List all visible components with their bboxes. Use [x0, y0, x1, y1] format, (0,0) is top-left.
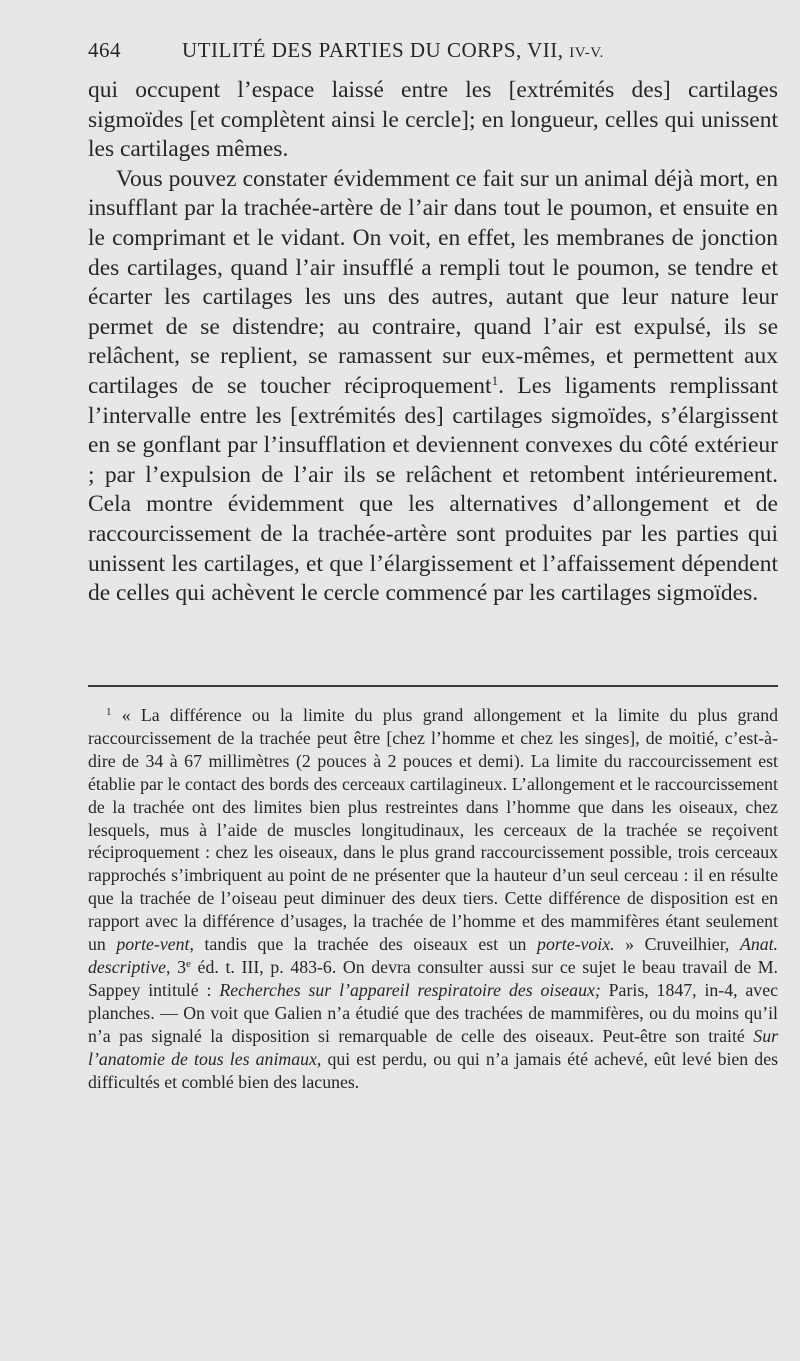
- footnote-text: » Cruveilhier,: [625, 934, 730, 955]
- footnote-reference[interactable]: 1: [491, 372, 499, 388]
- paragraph-text: Vous pouvez constater évidemment ce fait sur un animal déjà mort, en insufflant par la trachée-artère de l’air dans tout le poumon, et ensuite en le comprimant et le vidant. On voit, en effet, les membranes de jonction des cartilages, quand l’air insufflé a rempli tout le poumon, se tendre et écarter les cartilages les uns des autres, autant que leur nature leur permet de se distendre; au contraire, quand l’air est expulsé, ils se relâchent, se replient, se ramassent sur eux-mêmes, et permettent aux cartilages de se toucher réciproquement: [88, 165, 778, 399]
- footnote-text: « La différence ou la limite du plus grand allongement et la limite du plus grand raccourcissement de la trachée peut être [chez l’homme et chez les singes], de moitié, c’est-à-dire de 34 à 67 millimètres (2 pouces à 2 pouces et demi). La limite du raccourcissement est établie par le contact des bords des cerceaux cartilagineux. L’allongement et le raccourcissement de la trachée ont des limites bien plus restreintes dans l’homme que dans les oiseaux, chez lesquels, mus à l’aide de muscles longitudinaux, les cerceaux de la trachée se reçoivent réciproquement : chez les oiseaux, dans le plus grand raccourcissement possible, trois cerceaux rapprochés s’imbriquent au point de ne présenter que la hauteur d’un seul cerceau : il en résulte que la trachée de l’oiseau peut diminuer des deux tiers. Cette différence de disposition est en rapport avec la différence d’usages, la trachée de l’homme et des mammifères étant seulement un: [88, 705, 778, 955]
- footnote-italic: Recherches sur l’appareil respiratoire des oiseaux;: [219, 979, 601, 1000]
- page-number: 464: [88, 38, 121, 62]
- footnotes: [88, 704, 778, 1093]
- main-text: [88, 76, 778, 609]
- footnote-text: Paris, 1847, in-4, avec planches. — On voit que Galien n’a étudié que des trachées de mammifères, ou du moins qu’il n’a pas signalé la disposition si remarquable de celle des oiseaux. Peut-être son traité: [88, 979, 778, 1046]
- footnote: [88, 704, 778, 1093]
- footnote-italic: porte-vent: [116, 934, 190, 955]
- footnote-text: , tandis que la trachée des oiseaux est un: [189, 934, 527, 955]
- section-reference: IV-V.: [569, 45, 604, 61]
- running-header: [88, 38, 778, 63]
- paragraph-continued: qui occupent l’espace laissé entre les [extrémités des] cartilages sigmoïdes [et complètent ainsi le cercle]; en longueur, celles qui unissent les cartilages mêmes.: [88, 77, 778, 163]
- footnote-marker: 1: [106, 706, 112, 718]
- footnote-divider: [88, 685, 778, 687]
- edition-superscript: e: [186, 957, 191, 970]
- footnote-italic: porte-voix.: [537, 934, 615, 955]
- footnote-italic: Sur l’anatomie de tous les animaux: [88, 1025, 778, 1069]
- paragraph: [88, 165, 778, 609]
- paragraph-text: . Les ligaments remplissant l’intervalle entre les [extrémités des] cartilages sigmoïdes, s’élargissent en se gonflant par l’insufflation et deviennent convexes du côté extérieur ; par l’expulsion de l’air ils se relâchent et retombent intérieurement. Cela montre évidemment que les alternatives d’allongement et de raccourcissement de la trachée-artère sont produites par les parties qui unissent les cartilages, et que l’élargissement et l’affaissement dépendent de celles qui achèvent le cercle commencé par les cartilages sigmoïdes.: [88, 372, 778, 607]
- footnote-italic: Anat. descriptive: [88, 934, 778, 977]
- footnote-text: , 3: [166, 956, 187, 977]
- footnote-text: éd. t. III, p. 483-6. On devra consulter aussi sur ce sujet le beau travail de M. Sappey intitulé :: [88, 956, 779, 1000]
- running-head-title: UTILITÉ DES PARTIES DU CORPS, VII,: [182, 38, 564, 62]
- footnote-text: , qui est perdu, ou qui n’a jamais été achevé, eût levé bien des difficultés et comblé bien des lacunes.: [88, 1048, 779, 1092]
